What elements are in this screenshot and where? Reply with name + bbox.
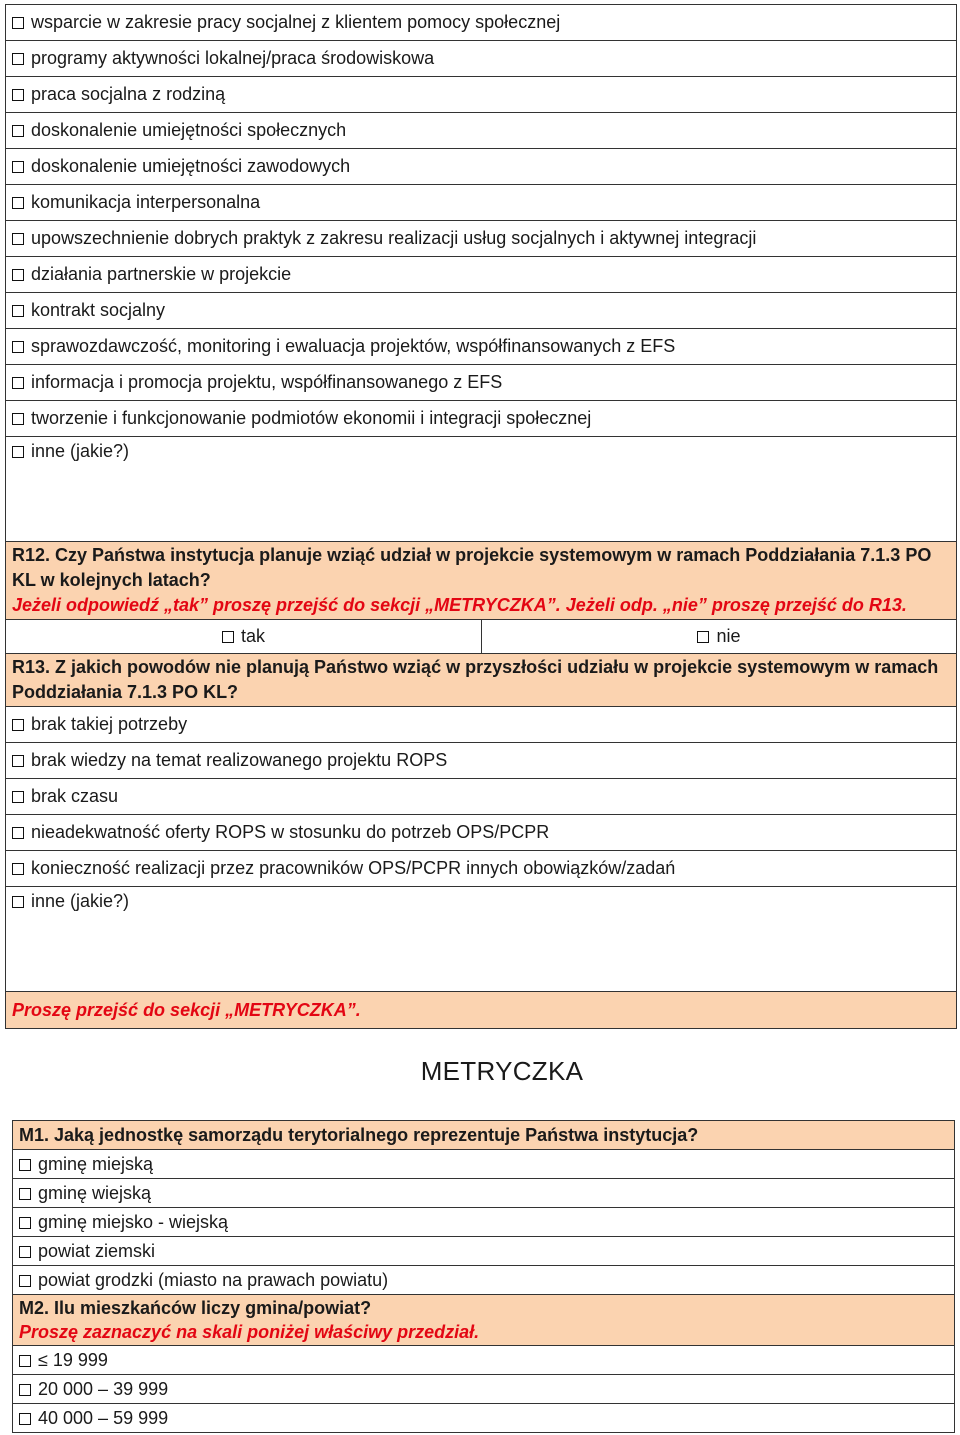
option-label: sprawozdawczość, monitoring i ewaluacja projektów, współfinansowanych z EFS [31, 336, 676, 356]
r13-option[interactable] [6, 743, 957, 779]
m1-option[interactable] [13, 1179, 955, 1208]
checkbox-icon[interactable] [19, 1355, 31, 1367]
m1-option[interactable] [13, 1266, 955, 1295]
checkbox-icon[interactable] [12, 413, 24, 425]
r12-question-row [6, 542, 957, 620]
checkbox-icon[interactable] [697, 631, 709, 643]
checkbox-icon[interactable] [12, 269, 24, 281]
checkbox-icon[interactable] [19, 1217, 31, 1229]
option-label: kontrakt socjalny [31, 300, 166, 320]
checkbox-icon[interactable] [12, 446, 24, 458]
option-label: gminę miejską [38, 1153, 154, 1174]
checkbox-icon[interactable] [12, 161, 24, 173]
checkbox-icon[interactable] [12, 53, 24, 65]
option-label: informacja i promocja projektu, współfinansowanego z EFS [31, 372, 503, 392]
r11-option[interactable] [6, 185, 957, 221]
checkbox-icon[interactable] [12, 827, 24, 839]
r11-option[interactable] [6, 257, 957, 293]
option-label: doskonalenie umiejętności zawodowych [31, 156, 351, 176]
r11-option[interactable] [6, 149, 957, 185]
checkbox-icon[interactable] [12, 233, 24, 245]
m1-question-row [13, 1121, 955, 1150]
r11-option[interactable] [6, 113, 957, 149]
checkbox-icon[interactable] [19, 1188, 31, 1200]
option-label: brak takiej potrzeby [31, 714, 188, 734]
checkbox-icon[interactable] [12, 791, 24, 803]
r13-goto-instruction: Proszę przejść do sekcji „METRYCZKA”. [12, 999, 361, 1020]
checkbox-icon[interactable] [19, 1159, 31, 1171]
r11-option[interactable] [6, 77, 957, 113]
r13-question-row [6, 654, 957, 707]
option-label: 40 000 – 59 999 [38, 1407, 169, 1428]
m2-instruction: Proszę zaznaczyć na skali poniżej właściwy przedział. [19, 1322, 480, 1342]
option-label: powiat ziemski [38, 1240, 156, 1261]
r11-option[interactable] [6, 221, 957, 257]
checkbox-icon[interactable] [19, 1246, 31, 1258]
option-label: wsparcie w zakresie pracy socjalnej z klientem pomocy społecznej [31, 12, 561, 32]
checkbox-icon[interactable] [19, 1275, 31, 1287]
option-label: gminę miejsko - wiejską [38, 1211, 229, 1232]
option-label: tworzenie i funkcjonowanie podmiotów ekonomii i integracji społecznej [31, 408, 592, 428]
r13-option[interactable] [6, 851, 957, 887]
r13-option[interactable] [6, 707, 957, 743]
checkbox-icon[interactable] [12, 125, 24, 137]
option-label: programy aktywności lokalnej/praca środowiskowa [31, 48, 435, 68]
r13-option-other[interactable] [6, 887, 957, 992]
option-label: doskonalenie umiejętności społecznych [31, 120, 347, 140]
m1-option[interactable] [13, 1150, 955, 1179]
r12-instruction: Jeżeli odpowiedź „tak” proszę przejść do sekcji „METRYCZKA”. Jeżeli odp. „nie” proszę przejść do R13. [12, 595, 907, 615]
m2-question: M2. Ilu mieszkańców liczy gmina/powiat? [19, 1298, 372, 1318]
survey-table-r11-r13 [5, 4, 957, 1029]
m1-option[interactable] [13, 1208, 955, 1237]
m2-option[interactable] [13, 1375, 955, 1404]
option-label: ≤ 19 999 [38, 1349, 108, 1370]
checkbox-icon[interactable] [12, 341, 24, 353]
checkbox-icon[interactable] [12, 305, 24, 317]
checkbox-icon[interactable] [222, 631, 234, 643]
section-title-metryczka: METRYCZKA [420, 1056, 584, 1086]
checkbox-icon[interactable] [12, 896, 24, 908]
option-label: nieadekwatność oferty ROPS w stosunku do potrzeb OPS/PCPR [31, 822, 550, 842]
option-label: upowszechnienie dobrych praktyk z zakresu realizacji usług socjalnych i aktywnej integracji [31, 228, 757, 248]
m2-option[interactable] [13, 1346, 955, 1375]
checkbox-icon[interactable] [12, 197, 24, 209]
r12-option-yes[interactable] [6, 620, 482, 654]
r11-option[interactable] [6, 293, 957, 329]
r13-question: R13. Z jakich powodów nie planują Państwo wziąć w przyszłości udziału w projekcie systemowym w ramach Poddziałania 7.1.3 PO KL? [12, 657, 939, 702]
option-label: brak wiedzy na temat realizowanego projektu ROPS [31, 750, 448, 770]
option-label: nie [716, 626, 741, 646]
r11-option[interactable] [6, 329, 957, 365]
r11-option[interactable] [6, 401, 957, 437]
r12-option-no[interactable] [482, 620, 957, 654]
m2-question-row [13, 1295, 955, 1346]
checkbox-icon[interactable] [12, 89, 24, 101]
checkbox-icon[interactable] [19, 1413, 31, 1425]
r11-option[interactable] [6, 41, 957, 77]
r12-answer-row [6, 620, 957, 654]
checkbox-icon[interactable] [12, 755, 24, 767]
option-label: konieczność realizacji przez pracowników OPS/PCPR innych obowiązków/zadań [31, 858, 676, 878]
m2-option[interactable] [13, 1404, 955, 1433]
survey-table-metryczka [12, 1120, 955, 1433]
checkbox-icon[interactable] [12, 17, 24, 29]
checkbox-icon[interactable] [12, 377, 24, 389]
option-label: tak [240, 626, 265, 646]
checkbox-icon[interactable] [12, 719, 24, 731]
option-label: praca socjalna z rodziną [31, 84, 226, 104]
m1-question: M1. Jaką jednostkę samorządu terytorialnego reprezentuje Państwa instytucja? [19, 1124, 699, 1145]
option-label: komunikacja interpersonalna [31, 192, 261, 212]
option-label: brak czasu [31, 786, 119, 806]
r13-option[interactable] [6, 815, 957, 851]
option-label: inne (jakie?) [31, 441, 130, 461]
option-label: powiat grodzki (miasto na prawach powiatu) [38, 1269, 389, 1290]
r11-option[interactable] [6, 5, 957, 41]
option-label: 20 000 – 39 999 [38, 1378, 169, 1399]
option-label: inne (jakie?) [31, 891, 130, 911]
option-label: gminę wiejską [38, 1182, 152, 1203]
checkbox-icon[interactable] [19, 1384, 31, 1396]
r13-goto-row [6, 992, 957, 1029]
option-label: działania partnerskie w projekcie [31, 264, 292, 284]
r13-option[interactable] [6, 779, 957, 815]
r12-question: R12. Czy Państwa instytucja planuje wziąć udział w projekcie systemowym w ramach Poddziałania 7.1.3 PO KL w kolejnych latach? [12, 545, 932, 590]
m1-option[interactable] [13, 1237, 955, 1266]
r11-option-other[interactable] [6, 437, 957, 542]
r11-option[interactable] [6, 365, 957, 401]
checkbox-icon[interactable] [12, 863, 24, 875]
